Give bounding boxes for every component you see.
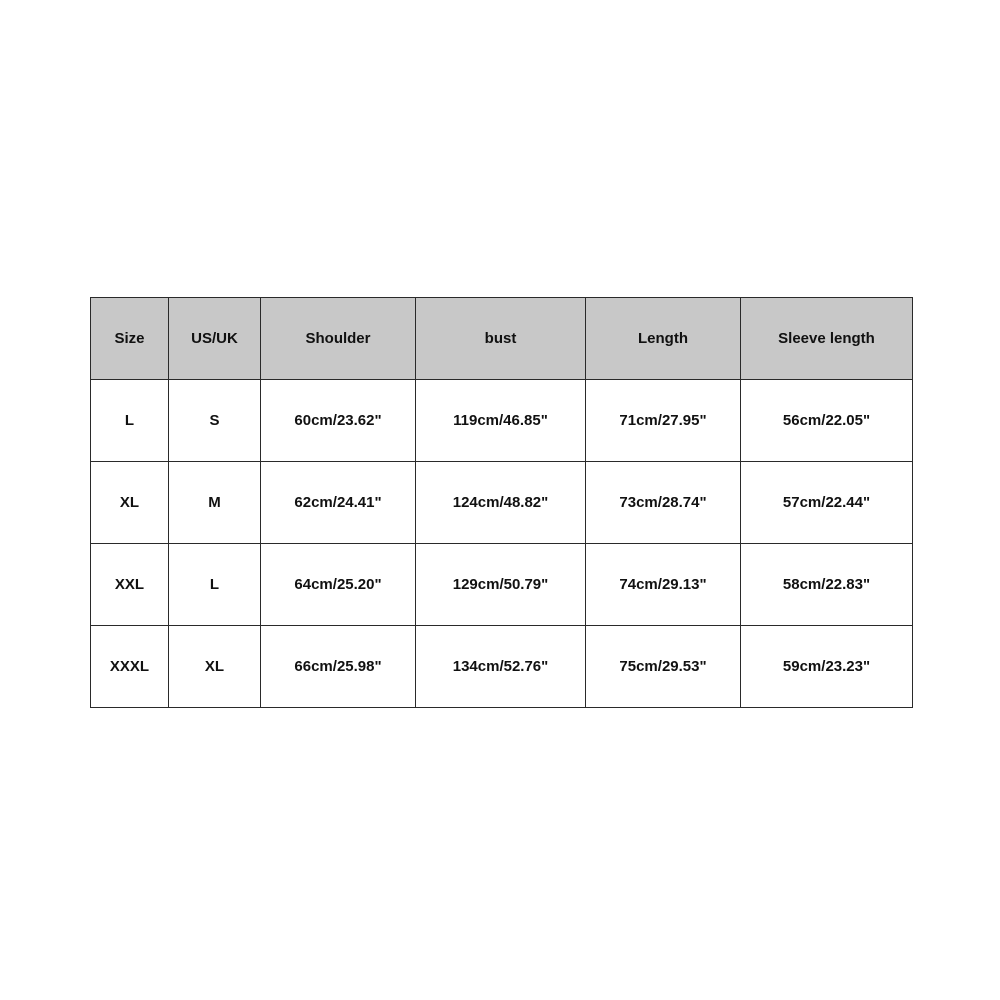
cell-sleeve-length: 56cm/22.05" [741,380,913,462]
cell-sleeve-length: 57cm/22.44" [741,462,913,544]
cell-size: L [91,380,169,462]
header-length: Length [586,298,741,380]
cell-shoulder: 60cm/23.62" [261,380,416,462]
size-chart-body [91,380,913,708]
cell-us-uk: L [169,544,261,626]
header-bust: bust [416,298,586,380]
cell-us-uk: XL [169,626,261,708]
cell-size: XXL [91,544,169,626]
cell-length: 71cm/27.95" [586,380,741,462]
cell-length: 73cm/28.74" [586,462,741,544]
cell-sleeve-length: 58cm/22.83" [741,544,913,626]
cell-shoulder: 64cm/25.20" [261,544,416,626]
cell-bust: 134cm/52.76" [416,626,586,708]
table-row [91,544,913,626]
table-row [91,462,913,544]
cell-shoulder: 62cm/24.41" [261,462,416,544]
cell-bust: 129cm/50.79" [416,544,586,626]
cell-us-uk: S [169,380,261,462]
cell-bust: 124cm/48.82" [416,462,586,544]
cell-us-uk: M [169,462,261,544]
cell-length: 74cm/29.13" [586,544,741,626]
header-row [91,298,913,380]
cell-bust: 119cm/46.85" [416,380,586,462]
header-us-uk: US/UK [169,298,261,380]
cell-size: XXXL [91,626,169,708]
table-row [91,380,913,462]
header-shoulder: Shoulder [261,298,416,380]
cell-shoulder: 66cm/25.98" [261,626,416,708]
header-size: Size [91,298,169,380]
header-sleeve-length: Sleeve length [741,298,913,380]
table-row [91,626,913,708]
cell-sleeve-length: 59cm/23.23" [741,626,913,708]
size-chart-header [91,298,913,380]
cell-length: 75cm/29.53" [586,626,741,708]
size-chart-table [90,297,913,708]
cell-size: XL [91,462,169,544]
